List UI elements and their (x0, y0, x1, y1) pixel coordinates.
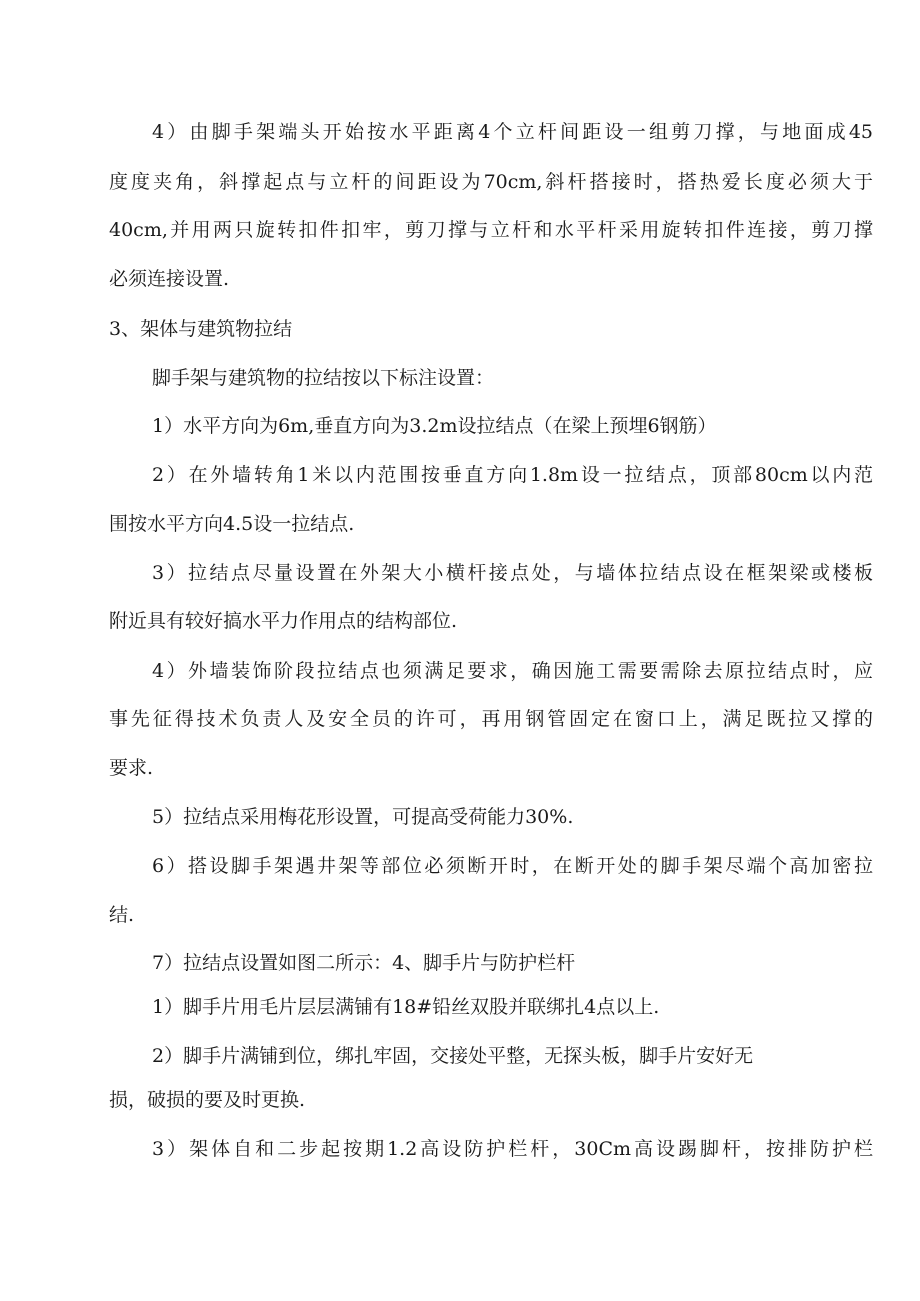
text-line-3: 40cm,并用两只旋转扣件扣牢，剪刀撑与立杆和水平杆采用旋转扣件连接，剪刀撑 (109, 219, 873, 241)
text-line-19: 1）脚手片用毛片层层满铺有18#铅丝双股并联绑扎4点以上. (152, 996, 660, 1018)
text-line-13: 事先征得技术负责人及安全员的许可，再用钢管固定在窗口上，满足既拉又撑的 (109, 708, 873, 730)
text-line-12: 4）外墙装饰阶段拉结点也须满足要求，确因施工需要需除去原拉结点时，应 (152, 660, 873, 682)
text-line-17: 结. (109, 904, 135, 926)
text-line-15: 5）拉结点采用梅花形设置，可提高受荷能力30%. (152, 806, 574, 828)
section-heading: 3、架体与建筑物拉结 (109, 318, 293, 340)
text-line-21: 损，破损的要及时更换. (109, 1089, 306, 1111)
text-line-18: 7）拉结点设置如图二所示：4、脚手片与防护栏杆 (152, 952, 576, 974)
text-line-6: 脚手架与建筑物的拉结按以下标注设置： (152, 367, 495, 389)
text-line-16: 6）搭设脚手架遇井架等部位必须断开时，在断开处的脚手架尽端个高加密拉 (152, 855, 873, 877)
text-line-20: 2）脚手片满铺到位，绑扎牢固，交接处平整，无探头板，脚手片安好无 (152, 1045, 754, 1067)
text-line-11: 附近具有较好搞水平力作用点的结构部位. (109, 610, 458, 632)
text-line-7: 1）水平方向为6m,垂直方向为3.2m设拉结点（在梁上预埋6钢筋） (152, 415, 717, 437)
text-line-22: 3）架体自和二步起按期1.2高设防护栏杆，30Cm高设踢脚杆，按排防护栏 (152, 1138, 873, 1160)
text-line-9: 围按水平方向4.5设一拉结点. (109, 513, 355, 535)
text-line-10: 3）拉结点尽量设置在外架大小横杆接点处，与墙体拉结点设在框架梁或楼板 (152, 562, 873, 584)
text-line-1: 4）由脚手架端头开始按水平距离4个立杆间距设一组剪刀撑，与地面成45 (152, 121, 873, 143)
text-line-4: 必须连接设置. (109, 268, 230, 290)
text-line-2: 度度夹角，斜撑起点与立杆的间距设为70cm,斜杆搭接时，搭热爱长度必须大于 (109, 171, 873, 193)
text-line-8: 2）在外墙转角1米以内范围按垂直方向1.8m设一拉结点，顶部80cm以内范 (152, 464, 873, 486)
text-line-14: 要求. (109, 757, 154, 779)
